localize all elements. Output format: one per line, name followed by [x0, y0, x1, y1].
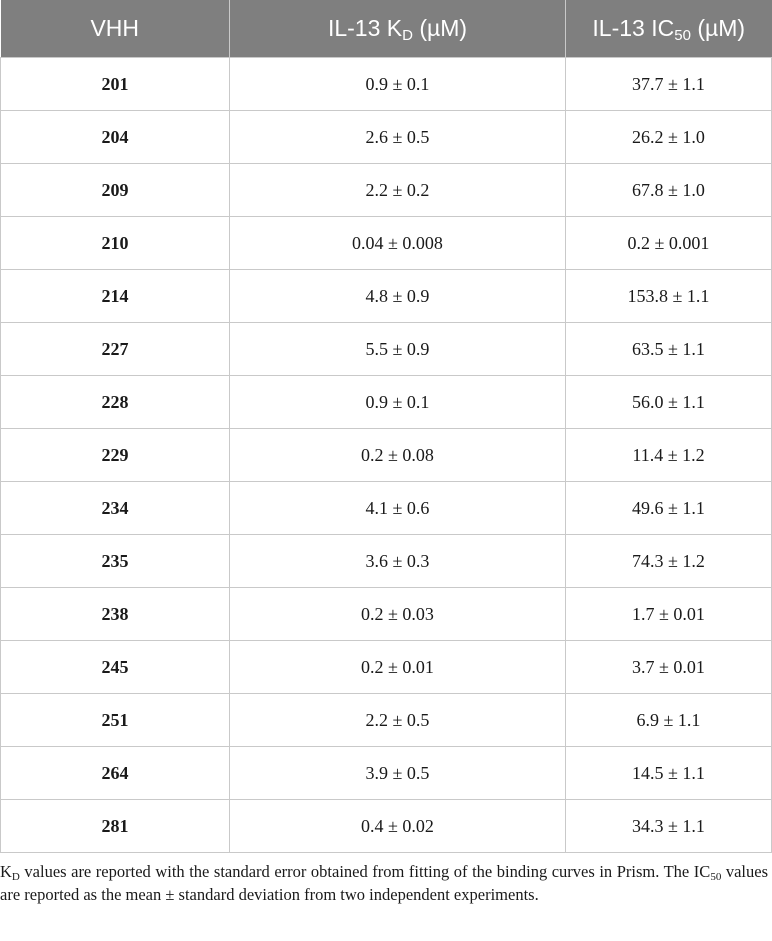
- header-il13-kd: IL-13 $K_D$ (µM): [230, 0, 566, 58]
- kd-cell: 2.2 ± 0.5: [230, 694, 566, 747]
- vhh-cell: 264: [1, 747, 230, 800]
- ic50-cell: 0.2 ± 0.001: [566, 217, 772, 270]
- ic50-cell: 14.5 ± 1.1: [566, 747, 772, 800]
- kd-cell: 0.2 ± 0.01: [230, 641, 566, 694]
- ic50-cell: 3.7 ± 0.01: [566, 641, 772, 694]
- ic50-cell: 67.8 ± 1.0: [566, 164, 772, 217]
- ic50-cell: 34.3 ± 1.1: [566, 800, 772, 853]
- vhh-cell: 229: [1, 429, 230, 482]
- kd-cell: 3.6 ± 0.3: [230, 535, 566, 588]
- table-row: [1, 429, 772, 482]
- kd-cell: 4.8 ± 0.9: [230, 270, 566, 323]
- kd-cell: 0.4 ± 0.02: [230, 800, 566, 853]
- ic50-cell: 6.9 ± 1.1: [566, 694, 772, 747]
- vhh-cell: 210: [1, 217, 230, 270]
- vhh-cell: 209: [1, 164, 230, 217]
- table-row: [1, 270, 772, 323]
- header-il13-ic50: IL-13 $IC_{50}$ (µM): [566, 0, 772, 58]
- kd-cell: 2.2 ± 0.2: [230, 164, 566, 217]
- table-row: [1, 217, 772, 270]
- ic50-cell: 37.7 ± 1.1: [566, 58, 772, 111]
- kd-cell: 4.1 ± 0.6: [230, 482, 566, 535]
- table-row: [1, 641, 772, 694]
- kd-cell: 0.9 ± 0.1: [230, 58, 566, 111]
- vhh-cell: 204: [1, 111, 230, 164]
- vhh-cell: 227: [1, 323, 230, 376]
- table-row: [1, 58, 772, 111]
- ic50-cell: 11.4 ± 1.2: [566, 429, 772, 482]
- vhh-cell: 201: [1, 58, 230, 111]
- kd-cell: 0.2 ± 0.03: [230, 588, 566, 641]
- kd-cell: 0.04 ± 0.008: [230, 217, 566, 270]
- vhh-cell: 245: [1, 641, 230, 694]
- ic50-cell: 1.7 ± 0.01: [566, 588, 772, 641]
- vhh-cell: 234: [1, 482, 230, 535]
- table-header: [1, 0, 772, 58]
- ic50-cell: 26.2 ± 1.0: [566, 111, 772, 164]
- ic50-cell: 153.8 ± 1.1: [566, 270, 772, 323]
- table-body: [1, 58, 772, 853]
- table-row: [1, 323, 772, 376]
- vhh-cell: 214: [1, 270, 230, 323]
- ic50-cell: 74.3 ± 1.2: [566, 535, 772, 588]
- vhh-cell: 228: [1, 376, 230, 429]
- kd-cell: 5.5 ± 0.9: [230, 323, 566, 376]
- ic50-cell: 49.6 ± 1.1: [566, 482, 772, 535]
- header-vhh: VHH: [1, 0, 230, 58]
- vhh-cell: 281: [1, 800, 230, 853]
- header-row: [1, 0, 772, 58]
- ic50-cell: 56.0 ± 1.1: [566, 376, 772, 429]
- table-row: [1, 376, 772, 429]
- kd-cell: 0.9 ± 0.1: [230, 376, 566, 429]
- table-row: [1, 694, 772, 747]
- table-row: [1, 800, 772, 853]
- kd-cell: 0.2 ± 0.08: [230, 429, 566, 482]
- table-footnote: $K_D$ values are reported with the standard error obtained from fitting of the binding curves in Prism. The $IC_{50}$ values are reported as the mean ± standard deviation from two independent experiments.: [0, 862, 769, 904]
- table-row: [1, 535, 772, 588]
- table-row: [1, 164, 772, 217]
- kd-cell: 3.9 ± 0.5: [230, 747, 566, 800]
- vhh-cell: 235: [1, 535, 230, 588]
- table-row: [1, 747, 772, 800]
- table-row: [1, 482, 772, 535]
- table-row: [1, 111, 772, 164]
- vhh-cell: 251: [1, 694, 230, 747]
- table-row: [1, 588, 772, 641]
- ic50-cell: 63.5 ± 1.1: [566, 323, 772, 376]
- vhh-cell: 238: [1, 588, 230, 641]
- kd-cell: 2.6 ± 0.5: [230, 111, 566, 164]
